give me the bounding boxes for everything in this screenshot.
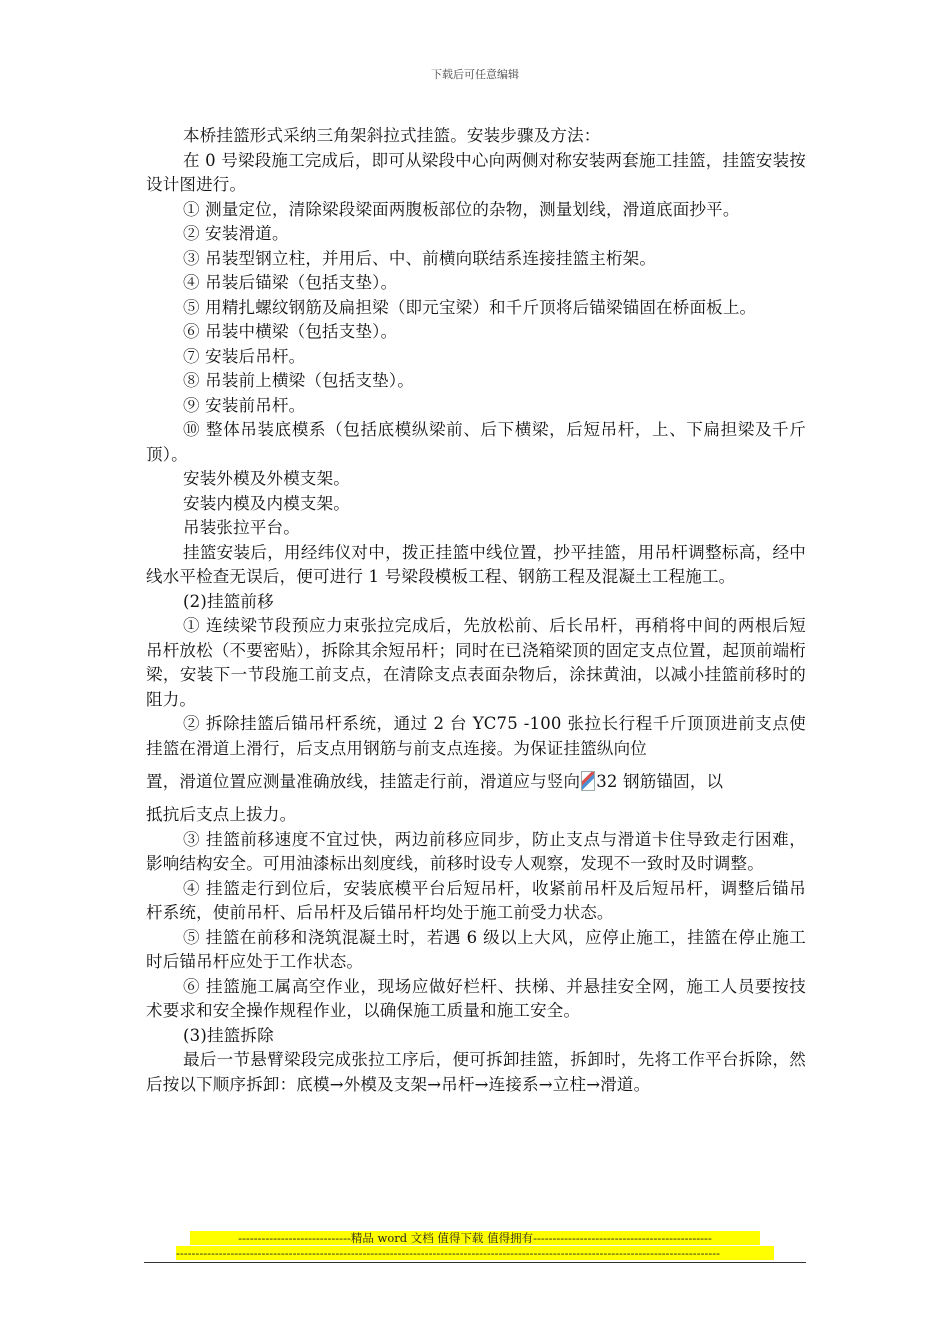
paragraph: ⑨ 安装前吊杆。	[183, 395, 306, 415]
paragraph: 在 0 号梁段施工完成后，即可从梁段中心向两侧对称安装两套施工挂篮，挂篮安装按设计图进行。	[146, 150, 806, 194]
paragraph: ① 测量定位，清除梁段梁面两腹板部位的杂物，测量划线，滑道底面抄平。	[183, 199, 740, 219]
document-body	[146, 124, 806, 1097]
paragraph: ② 安装滑道。	[183, 224, 289, 243]
paragraph: ③ 挂篮前移速度不宜过快，两边前移应同步，防止支点与滑道卡住导致走行困难，影响结构安全。可用油漆标出刻度线，前移时设专人观察，发现不一致时及时调整。	[146, 829, 806, 873]
footer-banner: -----------------------------精品 word 文档 值得下载 值得拥有----------------------------------------------	[190, 1231, 760, 1245]
line-text: 32 钢筋锚固，以	[596, 772, 724, 791]
paragraph: ⑤ 用精扎螺纹钢筋及扁担梁（即元宝梁）和千斤顶将后锚梁锚固在桥面板上。	[183, 297, 757, 317]
footer-banner-dashes: --------------------------------------------------------------------------------------------------------------------------------------------	[176, 1246, 774, 1260]
paragraph: ① 连续梁节段预应力束张拉完成后，先放松前、后长吊杆，再稍将中间的两根后短吊杆放松（不要密贴），拆除其余短吊杆；同时在已浇箱梁顶的固定支点位置，起顶前端桁梁，安装下一节段施工前支点，在清除支点表面杂物后，涂抹黄油，以减小挂篮前移时的阻力。	[146, 616, 806, 709]
paragraph: 抵抗后支点上拔力。	[146, 805, 297, 824]
paragraph: ⑥ 挂篮施工属高空作业，现场应做好栏杆、扶梯、并悬挂安全网，施工人员要按技术要求和安全操作规程作业，以确保施工质量和施工安全。	[146, 976, 806, 1020]
section-heading: (2)挂篮前移	[183, 591, 274, 611]
paragraph: ⑧ 吊装前上横梁（包括支垫）。	[183, 371, 414, 390]
paragraph-line	[146, 761, 806, 803]
paragraph: ⑩ 整体吊装底模系（包括底模纵梁前、后下横梁，后短吊杆，上、下扁担梁及千斤顶）。	[146, 420, 806, 464]
paragraph: 本桥挂篮形式采纳三角架斜拉式挂篮。安装步骤及方法：	[183, 126, 601, 145]
paragraph: ⑤ 挂篮在前移和浇筑混凝土时，若遇 6 级以上大风，应停止施工，挂篮在停止施工时后锚吊杆应处于工作状态。	[146, 927, 806, 971]
paragraph: 挂篮安装后，用经纬仪对中，拨正挂篮中线位置，抄平挂篮，用吊杆调整标高，经中线水平检查无误后，便可进行 1 号梁段模板工程、钢筋工程及混凝土工程施工。	[146, 542, 806, 586]
paragraph: ④ 吊装后锚梁（包括支垫）。	[183, 273, 398, 292]
paragraph: ④ 挂篮走行到位后，安装底模平台后短吊杆，收紧前吊杆及后短吊杆，调整后锚吊杆系统，使前吊杆、后吊杆及后锚吊杆均处于施工前受力状态。	[146, 878, 806, 922]
paragraph: ③ 吊装型钢立柱，并用后、中、前横向联结系连接挂篮主桁架。	[183, 248, 657, 268]
paragraph: ② 拆除挂篮后锚吊杆系统，通过 2 台 YC75 -100 张拉长行程千斤顶顶进前支点使挂篮在滑道上滑行，后支点用钢筋与前支点连接。为保证挂篮纵向位	[146, 714, 806, 758]
paragraph: ⑦ 安装后吊杆。	[183, 346, 306, 366]
paragraph: ⑥ 吊装中横梁（包括支垫）。	[183, 322, 398, 341]
paragraph: 最后一节悬臂梁段完成张拉工序后，便可拆卸挂篮，拆卸时，先将工作平台拆除，然后按以下顺序拆卸：底模→外模及支架→吊杆→连接系→立柱→滑道。	[146, 1050, 806, 1094]
section-heading: (3)挂篮拆除	[183, 1025, 274, 1045]
page-header: 下载后可任意编辑	[431, 68, 519, 81]
paragraph: 吊装张拉平台。	[183, 518, 300, 537]
paragraph: 安装内模及内模支架。	[183, 493, 350, 513]
line-text: 置，滑道位置应测量准确放线，挂篮走行前，滑道应与竖向	[146, 772, 581, 791]
rebar-symbol-icon	[581, 771, 595, 791]
paragraph: 安装外模及外模支架。	[183, 469, 350, 488]
footer-rule	[144, 1262, 806, 1263]
